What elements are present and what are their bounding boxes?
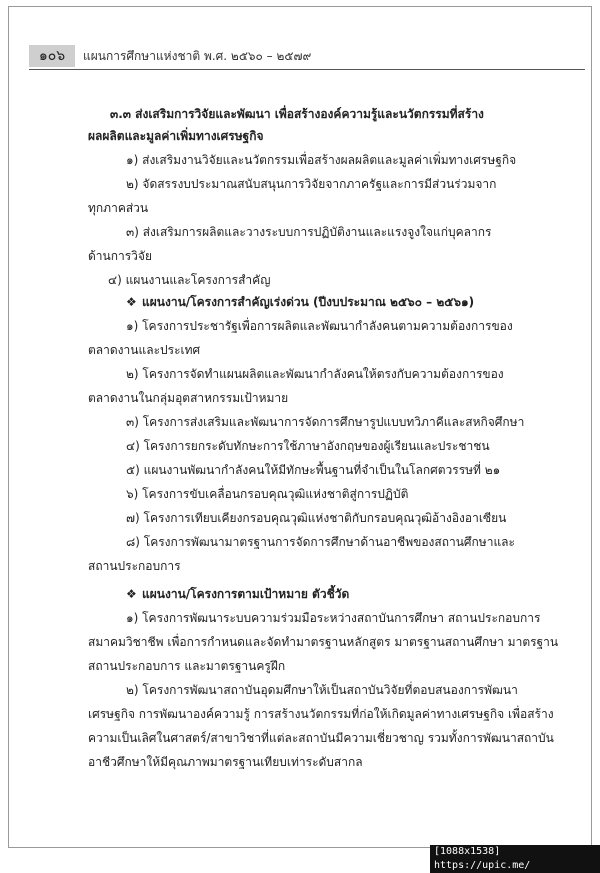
page-number: ๑๐๖ (29, 45, 75, 67)
diamond-bullet-icon: ❖ (126, 587, 137, 601)
list-item: ๓) โครงการส่งเสริมและพัฒนาการจัดการศึกษารูปแบบทวิภาคีและสหกิจศึกษา (126, 415, 525, 429)
list-item-cont: ทุกภาคส่วน (88, 201, 149, 215)
urgent-heading: แผนงาน/โครงการสำคัญเร่งด่วน (ปีงบประมาณ ๒๕๖๐ – ๒๕๖๑) (142, 295, 475, 309)
list-item: ๗) โครงการเทียบเคียงกรอบคุณวุฒิแห่งชาติกับกรอบคุณวุฒิอ้างอิงอาเซียน (126, 511, 507, 525)
list-item: ๔) โครงการยกระดับทักษะการใช้ภาษาอังกฤษของผู้เรียนและประชาชน (126, 439, 490, 453)
list-item-cont: ตลาดงานในกลุ่มอุตสาหกรรมเป้าหมาย (88, 391, 289, 405)
section-heading: ๓.๓ ส่งเสริมการวิจัยและพัฒนา เพื่อสร้างองค์ความรู้และนวัตกรรมที่สร้าง (110, 107, 484, 121)
list-item-cont: ความเป็นเลิศในศาสตร์/สาขาวิชาที่แต่ละสถาบันมีความเชี่ยวชาญ รวมทั้งการพัฒนาสถาบัน (88, 731, 554, 745)
list-item: ๑) โครงการประชารัฐเพื่อการผลิตและพัฒนากำลังคนตามความต้องการของ (126, 319, 513, 333)
list-item: ๘) โครงการพัฒนามาตรฐานการจัดการศึกษาด้านอาชีพของสถานศึกษาและ (126, 535, 515, 549)
image-source-tag: [1088x1538] https://upic.me/ (430, 845, 600, 873)
list-item: ๒) โครงการพัฒนาสถาบันอุดมศึกษาให้เป็นสถาบันวิจัยที่ตอบสนองการพัฒนา (126, 683, 518, 697)
diamond-bullet-icon: ❖ (126, 295, 137, 309)
list-item: ๑) ส่งเสริมงานวิจัยและนวัตกรรมเพื่อสร้างผลผลิตและมูลค่าเพิ่มทางเศรษฐกิจ (126, 153, 517, 167)
list-item: ๒) จัดสรรงบประมาณสนับสนุนการวิจัยจากภาครัฐและการมีส่วนร่วมจาก (126, 177, 497, 191)
list-item-cont: ตลาดงานและประเทศ (88, 343, 201, 357)
section-heading: ๔) แผนงานและโครงการสำคัญ (108, 273, 271, 287)
list-item: ๓) ส่งเสริมการผลิตและวางระบบการปฏิบัติงานและแรงจูงใจแก่บุคลากร (126, 225, 492, 239)
target-heading: แผนงาน/โครงการตามเป้าหมาย ตัวชี้วัด (142, 587, 350, 601)
section-heading-cont: ผลผลิตและมูลค่าเพิ่มทางเศรษฐกิจ (88, 129, 264, 143)
list-item-cont: อาชีวศึกษาให้มีคุณภาพมาตรฐานเทียบเท่าระดับสากล (88, 755, 363, 769)
list-item-cont: สถานประกอบการ และมาตรฐานครูฝึก (88, 659, 286, 673)
list-item-cont: สมาคมวิชาชีพ เพื่อการกำหนดและจัดทำมาตรฐานหลักสูตร มาตรฐานสถานศึกษา มาตรฐาน (88, 635, 559, 649)
list-item-cont: ด้านการวิจัย (88, 249, 152, 263)
list-item-cont: เศรษฐกิจ การพัฒนาองค์ความรู้ การสร้างนวัตกรรมที่ก่อให้เกิดมูลค่าทางเศรษฐกิจ เพื่อสร้าง (88, 707, 554, 721)
list-item: ๕) แผนงานพัฒนากำลังคนให้มีทักษะพื้นฐานที่จำเป็นในโลกศตวรรษที่ ๒๑ (126, 463, 501, 477)
page-header (29, 45, 585, 67)
subsection-heading (126, 292, 474, 313)
subsection-heading (126, 584, 349, 605)
list-item-cont: สถานประกอบการ (88, 559, 181, 573)
list-item: ๑) โครงการพัฒนาระบบความร่วมมือระหว่างสถาบันการศึกษา สถานประกอบการ (126, 611, 541, 625)
list-item: ๖) โครงการขับเคลื่อนกรอบคุณวุฒิแห่งชาติสู่การปฏิบัติ (126, 487, 409, 501)
header-title: แผนการศึกษาแห่งชาติ พ.ศ. ๒๕๖๐ – ๒๕๗๙ (83, 49, 312, 63)
list-item: ๒) โครงการจัดทำแผนผลิตและพัฒนากำลังคนให้ตรงกับความต้องการของ (126, 367, 504, 381)
header-divider (29, 69, 585, 70)
